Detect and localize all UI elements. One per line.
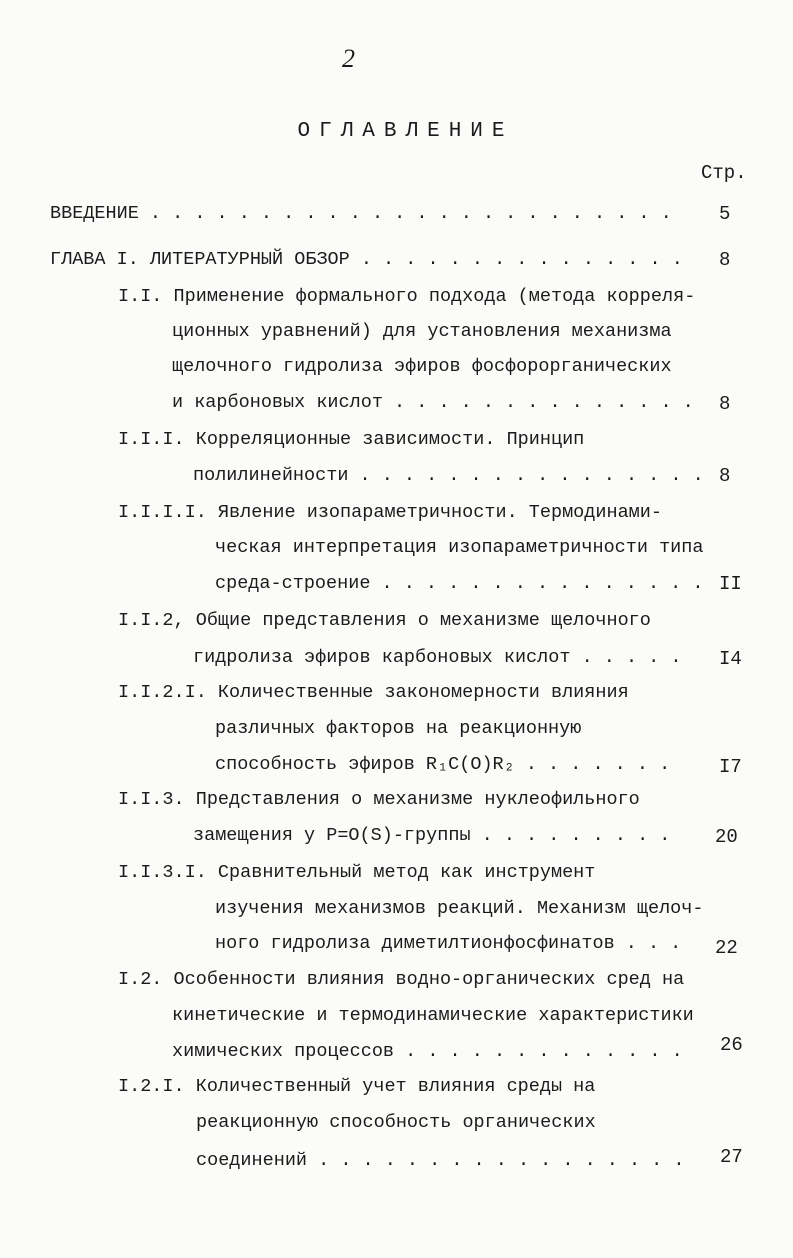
toc-entry-1-2-line-2: кинетические и термодинамические характеристики (172, 1005, 694, 1026)
toc-page-1-1-3-1: 22 (715, 937, 738, 959)
toc-page-1-1-1: 8 (719, 465, 731, 487)
toc-entry-introduction: ВВЕДЕНИЕ . . . . . . . . . . . . . . . . . . . . . . . . (50, 203, 672, 224)
toc-entry-1-1-3-1-line-3: ного гидролиза диметилтионфосфинатов . . . (215, 933, 682, 954)
toc-entry-1-1-2-1-line-1: I.I.2.I. Количественные закономерности влияния (118, 682, 629, 703)
toc-entry-1-1-1-1-line-3: среда-строение . . . . . . . . . . . . . . . (215, 573, 704, 594)
toc-entry-1-2-line-1: I.2. Особенности влияния водно-органических сред на (118, 969, 685, 990)
toc-entry-1-2-line-3: химических процессов . . . . . . . . . . . . . (172, 1041, 683, 1062)
toc-page-introduction: 5 (719, 203, 731, 225)
toc-page-1-1-1-1: II (719, 573, 742, 595)
toc-entry-1-1-line-2: ционных уравнений) для установления механизма (172, 321, 672, 342)
toc-page-chapter-1: 8 (719, 249, 731, 271)
toc-entry-1-1-3-line-1: I.I.3. Представления о механизме нуклеофильного (118, 789, 640, 810)
toc-entry-1-1-3-1-line-1: I.I.3.I. Сравнительный метод как инструмент (118, 862, 596, 883)
toc-page-1-1-3: 20 (715, 826, 738, 848)
toc-entry-1-2-1-line-1: I.2.I. Количественный учет влияния среды на (118, 1076, 596, 1097)
toc-entry-1-1-line-4: и карбоновых кислот . . . . . . . . . . . . . . (172, 392, 694, 413)
toc-entry-1-1-1-line-2: полилинейности . . . . . . . . . . . . . . . . (193, 465, 704, 486)
toc-entry-1-1-2-line-2: гидролиза эфиров карбоновых кислот . . . . . (193, 647, 682, 668)
toc-page-1-2: 26 (720, 1034, 743, 1056)
toc-entry-1-1-1-line-1: I.I.I. Корреляционные зависимости. Принцип (118, 429, 585, 450)
toc-entry-1-1-2-1-line-2: различных факторов на реакционную (215, 718, 582, 739)
toc-title: ОГЛАВЛЕНИЕ (297, 120, 514, 143)
toc-entry-1-2-1-line-3: соединений . . . . . . . . . . . . . . . . . (196, 1150, 685, 1171)
toc-entry-1-1-3-1-line-2: изучения механизмов реакций. Механизм щелоч- (215, 898, 704, 919)
toc-page-1-1-2: I4 (719, 648, 742, 670)
page-column-label: Стр. (701, 162, 747, 184)
toc-page-1-1: 8 (719, 393, 731, 415)
toc-entry-1-1-2-1-line-3: способность эфиров R₁C(O)R₂ . . . . . . . (215, 754, 671, 775)
toc-entry-1-2-1-line-2: реакционную способность органических (196, 1112, 596, 1133)
page-number: 2 (342, 44, 355, 73)
toc-entry-1-1-line-1: I.I. Применение формального подхода (метода корреля- (118, 286, 696, 307)
toc-entry-1-1-1-1-line-2: ческая интерпретация изопараметричности типа (215, 537, 704, 558)
toc-page-1-1-2-1: I7 (719, 756, 742, 778)
toc-entry-chapter-1: ГЛАВА I. ЛИТЕРАТУРНЫЙ ОБЗОР . . . . . . . . . . . . . . . (50, 249, 683, 270)
toc-page-1-2-1: 27 (720, 1146, 743, 1168)
toc-entry-1-1-2-line-1: I.I.2, Общие представления о механизме щелочного (118, 610, 651, 631)
toc-entry-1-1-1-1-line-1: I.I.I.I. Явление изопараметричности. Термодинами- (118, 502, 662, 523)
toc-entry-1-1-line-3: щелочного гидролиза эфиров фосфорорганических (172, 356, 672, 377)
toc-entry-1-1-3-line-2: замещения у P=O(S)-группы . . . . . . . . . (193, 825, 671, 846)
